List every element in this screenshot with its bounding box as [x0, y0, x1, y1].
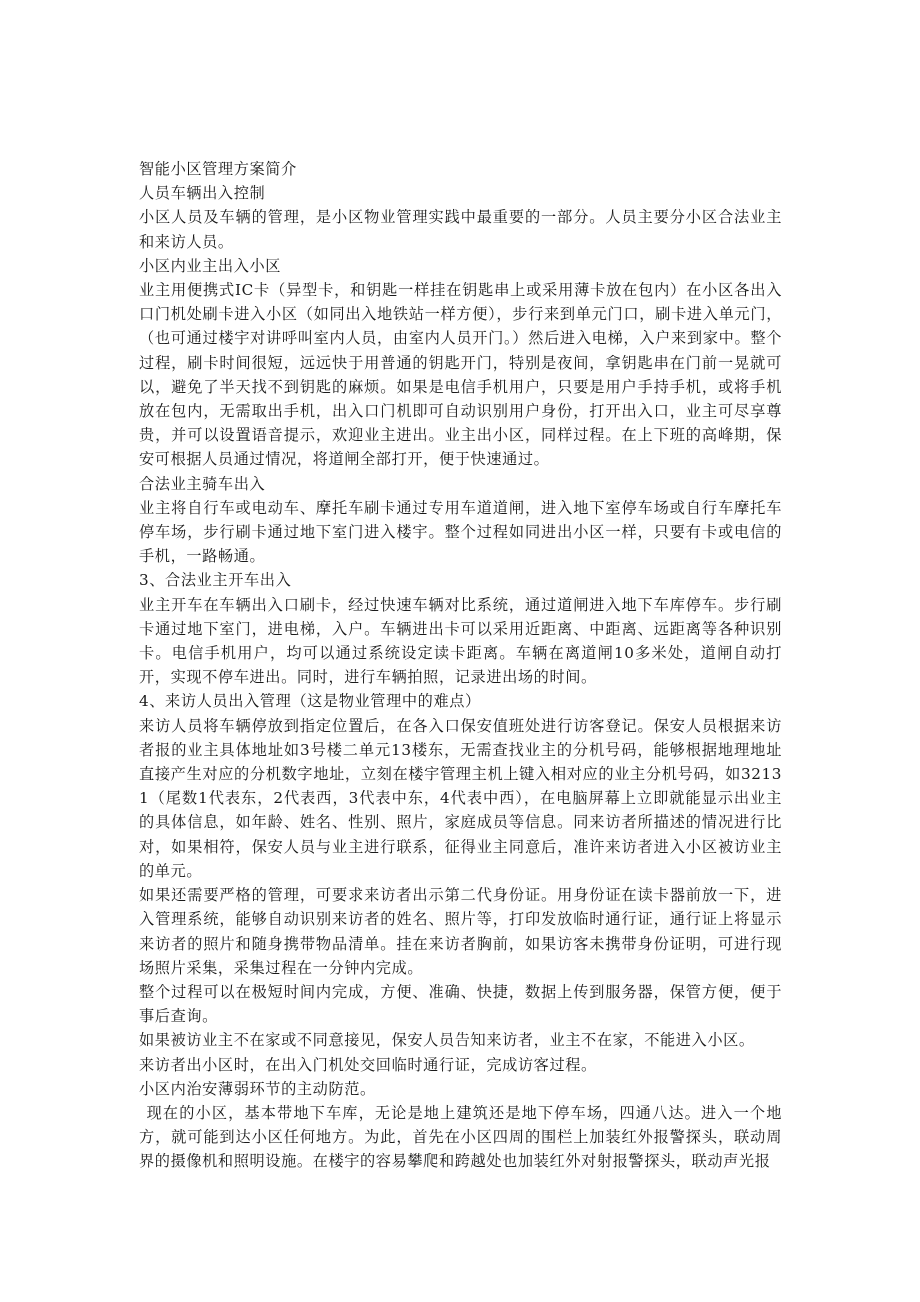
- car-access-heading: 3、合法业主开车出入: [139, 571, 292, 590]
- visitor-access-paragraph: 来访人员将车辆停放到指定位置后，在各入口保安值班处进行访客登记。保安人员根据来访者报的业主具体地址如3号楼二单元13楼东，无需查找业主的分机号码，能够根据地理地址直接产生对应的分机数字地址，立刻在楼宇管理主机上键入相对应的业主分机号码，如32131（尾数1代表东，2代表西，3代表中东，4代表中西），在电脑屏幕上立即就能显示出业主的具体信息，如年龄、姓名、性别、照片，家庭成员等信息。同来访者所描述的情况进行比对，如果相符，保安人员与业主进行联系，征得业主同意后，准许来访者进入小区被访业主的单元。: [139, 716, 782, 880]
- document-title: 智能小区管理方案简介: [139, 160, 297, 178]
- visitor-exit-paragraph: 来访者出小区时，在出入门机处交回临时通行证，完成访客过程。: [139, 1055, 597, 1074]
- owner-absent-paragraph: 如果被访业主不在家或不同意接见，保安人员告知来访者，业主不在家，不能进入小区。: [139, 1031, 755, 1050]
- car-access-paragraph: 业主开车在车辆出入口刷卡，经过快速车辆对比系统，通过道闸进入地下车库停车。步行刷卡通过地下室门，进电梯，入户。车辆进出卡可以采用近距离、中距离、远距离等各种识别卡。电信手机用户，均可以通过系统设定读卡距离。车辆在离道闸10多米处，道闸自动打开，实现不停车进出。同时，进行车辆拍照，记录进出场的时间。: [139, 595, 782, 687]
- intro-paragraph: 小区人员及车辆的管理，是小区物业管理实践中最重要的一部分。人员主要分小区合法业主和来访人员。: [139, 208, 782, 251]
- owner-access-heading: 小区内业主出入小区: [139, 256, 282, 275]
- bike-access-heading: 合法业主骑车出入: [139, 474, 266, 493]
- process-summary-paragraph: 整个过程可以在极短时间内完成，方便、准确、快捷，数据上传到服务器，保管方便，便于事后查询。: [139, 982, 782, 1026]
- bike-access-paragraph: 业主将自行车或电动车、摩托车刷卡通过专用车道道闸，进入地下室停车场或自行车摩托车停车场，步行刷卡通过地下室门进入楼宇。整个过程如同进出小区一样，只要有卡或电信的手机，一路畅通。: [139, 498, 782, 566]
- security-paragraph: 现在的小区，基本带地下车库，无论是地上建筑还是地下停车场，四通八达。进入一个地方，就可能到达小区任何地方。为此，首先在小区四周的围栏上加装红外报警探头，联动周界的摄像机和照明设施。在楼宇的容易攀爬和跨越处也加装红外对射报警探头，联动声光报: [139, 1103, 782, 1171]
- section-heading-access-control: 人员车辆出入控制: [139, 184, 266, 203]
- visitor-access-heading: 4、来访人员出入管理（这是物业管理中的难点）: [139, 692, 481, 711]
- document-page: [139, 157, 782, 1174]
- owner-access-paragraph: 业主用便携式IC卡（异型卡，和钥匙一样挂在钥匙串上或采用薄卡放在包内）在小区各出入口门机处刷卡进入小区（如同出入地铁站一样方便），步行来到单元门口，刷卡进入单元门，（也可通过楼宇对讲呼叫室内人员，由室内人员开门。）然后进入电梯，入户来到家中。整个过程，刷卡时间很短，远远快于用普通的钥匙开门，特别是夜间，拿钥匙串在门前一晃就可以，避免了半天找不到钥匙的麻烦。如果是电信手机用户，只要是用户手持手机，或将手机放在包内，无需取出手机，出入口门机即可自动识别用户身份，打开出入口，业主可尽享尊贵，并可以设置语音提示，欢迎业主进出。业主出小区，同样过程。在上下班的高峰期，保安可根据人员通过情况，将道闸全部打开，便于快速通过。: [139, 281, 782, 469]
- strict-management-paragraph: 如果还需要严格的管理，可要求来访者出示第二代身份证。用身份证在读卡器前放一下，进入管理系统，能够自动识别来访者的姓名、照片等，打印发放临时通行证，通行证上将显示来访者的照片和随身携带物品清单。挂在来访者胸前，如果访客未携带身份证明，可进行现场照片采集，采集过程在一分钟内完成。: [139, 886, 782, 977]
- security-heading: 小区内治安薄弱环节的主动防范。: [139, 1079, 376, 1098]
